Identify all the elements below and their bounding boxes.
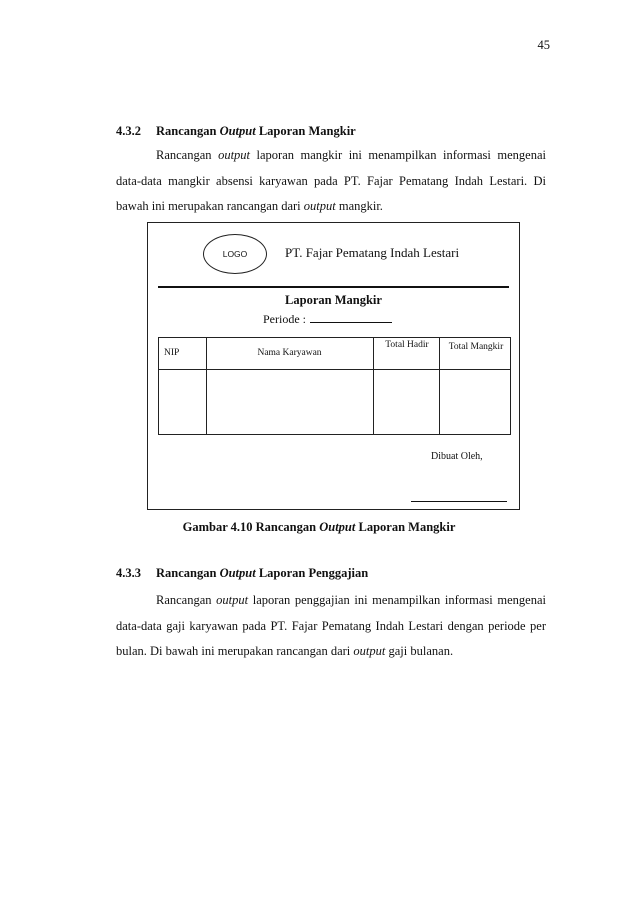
para-italic: output xyxy=(216,593,249,607)
company-name: PT. Fajar Pematang Indah Lestari xyxy=(285,245,460,260)
para-text: laporan penggajian ini menampilkan informasi mengenai data-data gaji karyawan pada PT. Fajar Pematang Indah Lestari dengan periode per bulan. Di bawah ini merupakan rancangan dari xyxy=(116,593,546,658)
para-italic: output xyxy=(303,199,336,213)
period-blank-line xyxy=(310,322,392,323)
para-text: mangkir. xyxy=(335,199,383,213)
para-text: gaji bulanan. xyxy=(385,644,454,658)
para-text: Rancangan xyxy=(156,148,219,162)
column-header-nip: NIP xyxy=(164,348,180,358)
para-italic: output xyxy=(218,148,251,162)
page-number: 45 xyxy=(537,38,550,52)
column-header-name: Nama Karyawan xyxy=(257,348,322,358)
signature-line xyxy=(411,501,507,502)
period-field xyxy=(263,312,392,327)
section-title-pre: Rancangan xyxy=(156,124,220,138)
report-table xyxy=(158,337,511,435)
header-row-divider xyxy=(159,369,510,370)
section-title-italic: Output xyxy=(219,566,256,580)
section-title-pre: Rancangan xyxy=(156,566,220,580)
report-title: Laporan Mangkir xyxy=(285,293,382,307)
figure-caption xyxy=(0,520,638,535)
column-divider xyxy=(373,338,374,434)
section-paragraph-4-3-3 xyxy=(116,588,546,665)
section-number: 4.3.2 xyxy=(116,124,141,138)
section-heading-4-3-2 xyxy=(116,124,356,139)
para-italic: output xyxy=(353,644,386,658)
para-text: laporan mangkir ini menampilkan informasi mengenai data-data mangkir absensi karyawan pada PT. Fajar Pematang Indah Lestari. Di bawah ini merupakan rancangan dari xyxy=(116,148,547,213)
para-text: Rancangan xyxy=(156,593,217,607)
header-divider xyxy=(158,286,509,288)
caption-pre: Gambar 4.10 Rancangan xyxy=(182,520,320,534)
section-heading-4-3-3 xyxy=(116,566,368,581)
section-title-italic: Output xyxy=(219,124,256,138)
section-title-post: Laporan Penggajian xyxy=(255,566,369,580)
period-label: Periode : xyxy=(263,312,306,326)
column-header-total-absent: Total Mangkir xyxy=(448,342,504,352)
caption-post: Laporan Mangkir xyxy=(355,520,456,534)
section-paragraph-4-3-2 xyxy=(116,143,546,220)
report-mockup-figure xyxy=(147,222,520,510)
column-header-total-present: Total Hadir xyxy=(385,340,429,350)
logo-placeholder: LOGO xyxy=(203,234,267,274)
caption-italic: Output xyxy=(319,520,356,534)
section-number: 4.3.3 xyxy=(116,566,141,580)
section-title-post: Laporan Mangkir xyxy=(255,124,356,138)
signed-by-label: Dibuat Oleh, xyxy=(431,451,483,462)
column-divider xyxy=(439,338,440,434)
